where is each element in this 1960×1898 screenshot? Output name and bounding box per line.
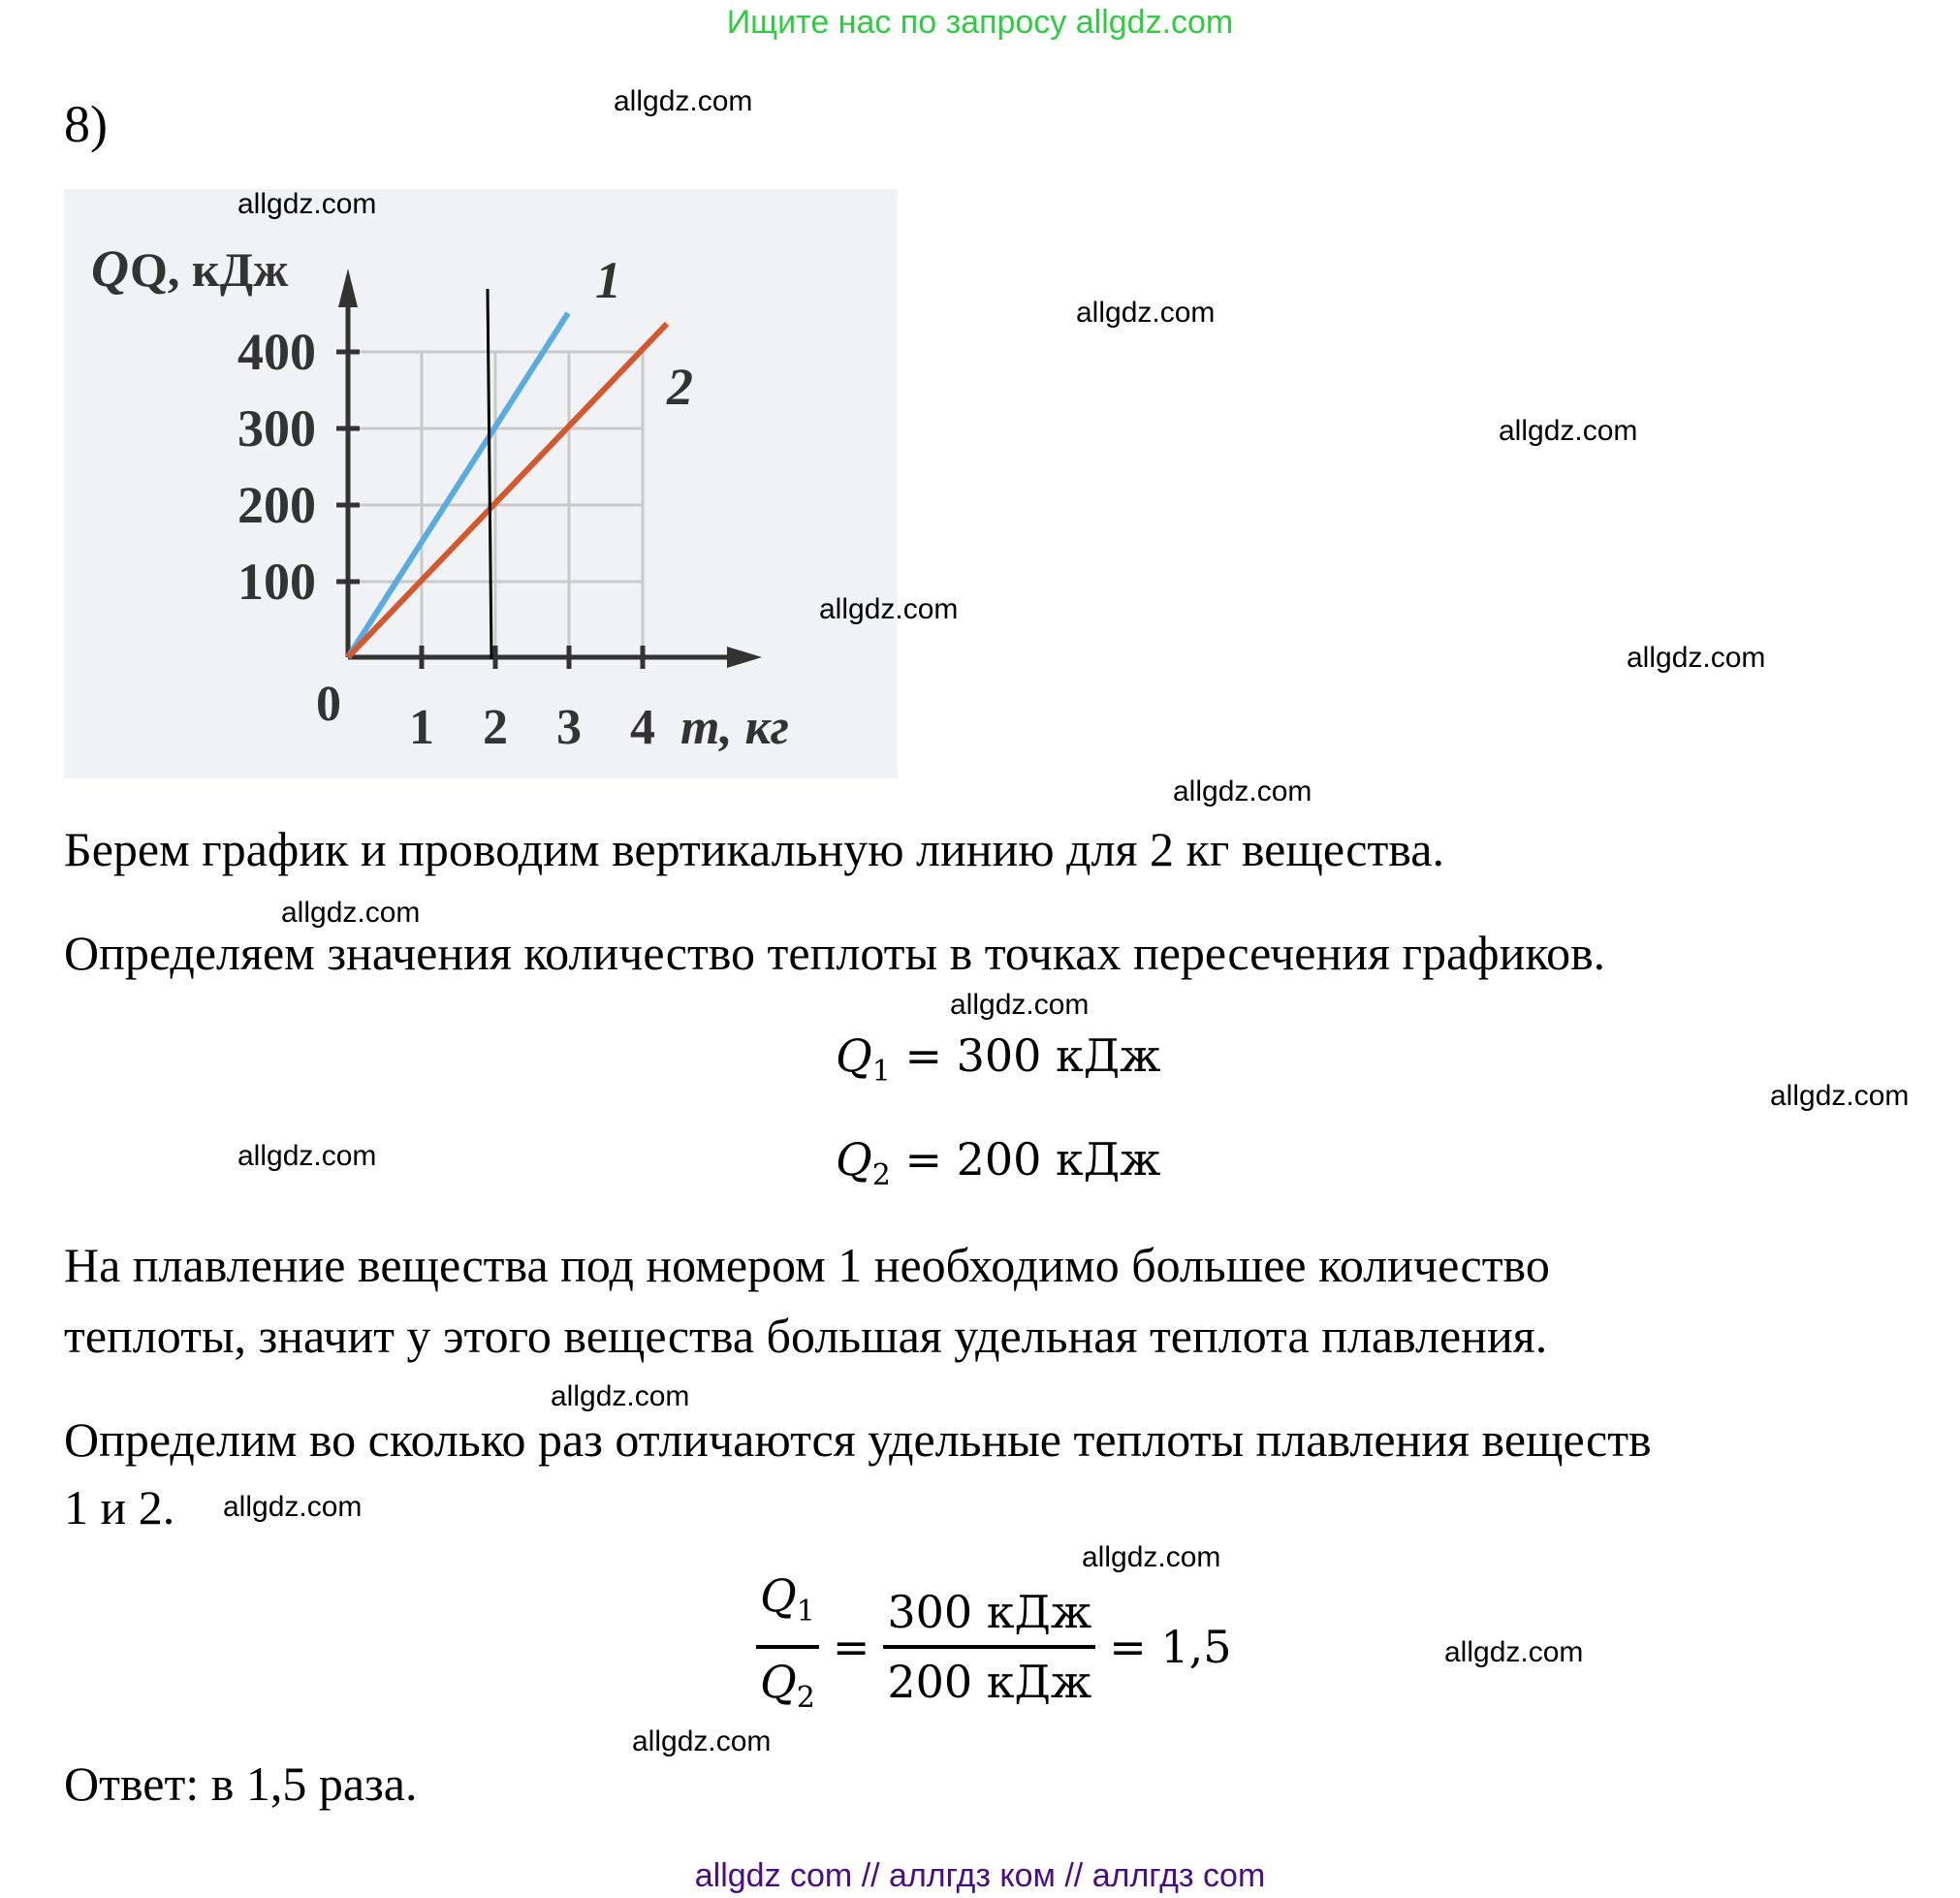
equation-ratio xyxy=(756,1568,1232,1725)
watermark-text: allgdz.com xyxy=(223,1491,363,1523)
equation-q1: $Q_1 = 300$ кДж xyxy=(836,1029,1161,1089)
y-axis-label-symbol: Q xyxy=(91,239,129,298)
paragraph-ratio-line2: 1 и 2. xyxy=(64,1480,175,1534)
watermark-text: allgdz.com xyxy=(1173,775,1312,807)
equation-q2: $Q_2 = 200$ кДж xyxy=(836,1133,1161,1192)
x-axis-label: m, кг xyxy=(680,700,789,755)
ratio-result: = 1,5 xyxy=(1109,1621,1232,1673)
y-tick-100: 100 xyxy=(237,553,316,611)
x-tick-1: 1 xyxy=(409,700,434,755)
y-tick-200: 200 xyxy=(237,476,316,534)
paragraph-conclusion-line1: На плавление вещества под номером 1 необходимо большее количество xyxy=(64,1238,1550,1292)
problem-number: 8) xyxy=(64,95,108,153)
chart-figure xyxy=(64,189,898,778)
axes xyxy=(336,269,762,669)
paragraph-ratio-line1: Определим во сколько раз отличаются удельные теплоты плавления веществ xyxy=(64,1412,1652,1467)
watermark-text: allgdz.com xyxy=(1499,415,1638,447)
series-2-label: 2 xyxy=(667,358,693,416)
watermark-text: allgdz.com xyxy=(1770,1080,1910,1112)
footer-links: allgdz com // аллгдз ком // аллгдз com xyxy=(694,1857,1266,1894)
q2-value: = 200 кДж xyxy=(904,1133,1161,1186)
equals-sign: = xyxy=(832,1621,870,1673)
watermark-text: allgdz.com xyxy=(281,897,421,929)
series-1-line xyxy=(348,313,568,657)
q1-symbol: Q xyxy=(836,1029,872,1082)
watermark-text: allgdz.com xyxy=(819,593,959,625)
watermark-text: allgdz.com xyxy=(950,989,1090,1021)
x-tick-2: 2 xyxy=(483,700,508,755)
y-axis-label-unit: Q, кДж xyxy=(130,242,289,297)
fraction-q1-q2: $\frac{Q_1}{Q_2}$ xyxy=(756,1568,819,1725)
watermark-text: allgdz.com xyxy=(1082,1541,1221,1573)
watermark-text: allgdz.com xyxy=(1627,642,1766,674)
watermark-text: allgdz.com xyxy=(1076,297,1216,329)
fraction-values: $\frac{\text{300 кДж}}{\text{200 кДж}}$ xyxy=(883,1585,1095,1709)
watermark-text: allgdz.com xyxy=(551,1380,690,1412)
q-vs-m-chart xyxy=(64,189,898,778)
y-tick-400: 400 xyxy=(237,323,316,381)
q2-symbol: Q xyxy=(836,1133,872,1186)
x-tick-3: 3 xyxy=(556,700,582,755)
y-tick-300: 300 xyxy=(237,399,316,458)
y-axis-arrow-icon xyxy=(338,269,358,307)
answer: Ответ: в 1,5 раза. xyxy=(64,1756,418,1811)
watermark-text: allgdz.com xyxy=(237,1140,377,1172)
paragraph-determine-values: Определяем значения количество теплоты в точках пересечения графиков. xyxy=(64,926,1606,980)
series-2-line xyxy=(348,324,667,657)
watermark-text: allgdz.com xyxy=(237,188,377,220)
watermark-text: allgdz.com xyxy=(1444,1636,1584,1668)
q1-value: = 300 кДж xyxy=(904,1029,1161,1082)
x-axis-arrow-icon xyxy=(727,647,762,668)
watermark-text: allgdz.com xyxy=(614,85,753,117)
watermark-text: allgdz.com xyxy=(632,1725,772,1757)
series-1-label: 1 xyxy=(595,251,621,309)
paragraph-draw-line: Берем график и проводим вертикальную линию для 2 кг вещества. xyxy=(64,822,1444,876)
origin-label: 0 xyxy=(316,677,341,732)
x-tick-4: 4 xyxy=(630,700,655,755)
search-banner: Ищите нас по запросу allgdz.com xyxy=(726,4,1234,41)
paragraph-conclusion-line2: теплоты, значит у этого вещества большая удельная теплота плавления. xyxy=(64,1309,1548,1363)
m2-vertical-line xyxy=(488,289,491,659)
